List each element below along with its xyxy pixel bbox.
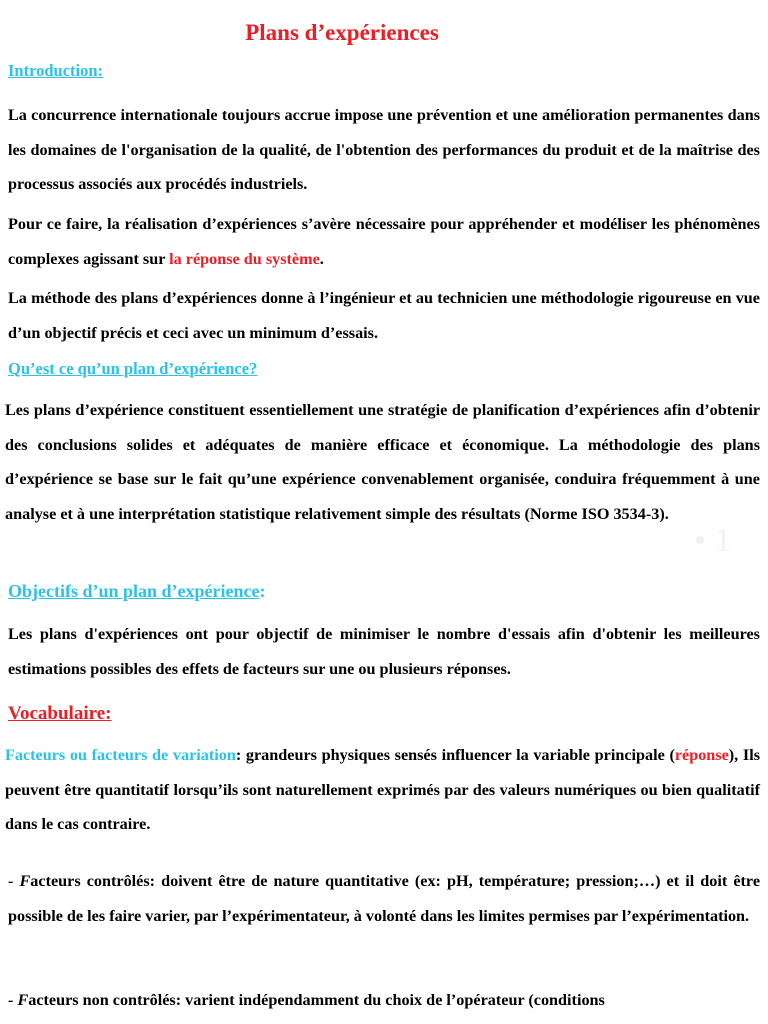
objectives-heading [8,581,266,602]
objectives-heading-colon: : [259,581,266,601]
intro-paragraph-2 [8,207,760,276]
uncontrolled-factors-dash: - [8,991,18,1009]
controlled-factors-text: acteurs contrôlés: doivent être de nature quantitative (ex: pH, température; pression;…) et il doit être possible de les faire varier, par l’expérimentateur, à volonté dans les limites permises par l’expérimentation. [8,872,761,925]
factors-definition [5,738,760,842]
intro-heading: Introduction: [8,61,104,80]
intro-paragraph-3: La méthode des plans d’expériences donne à l’ingénieur et au technicien une méthodologie rigoureuse en vue d’un objectif précis et ceci avec un minimum d’essais. [8,289,760,342]
uncontrolled-factors-text: acteurs non contrôlés: varient indépendamment du choix de l’opérateur (conditions [28,991,605,1009]
intro-paragraph-1: La concurrence internationale toujours accrue impose une prévention et une amélioration permanentes dans les domaines de l'organisation de la qualité, de l'obtention des performances du produit et de la maîtrise des processus associés aux procédés industriels. [8,106,760,193]
page-number-value: 1 [714,522,732,559]
vocabulary-heading: Vocabulaire: [8,703,112,724]
intro-paragraph-2-text: Pour ce faire, la réalisation d’expériences s’avère nécessaire pour appréhender et modéliser les phénomènes complexes agissant sur [8,215,760,268]
factors-definition-text: : grandeurs physiques sensés influencer la variable principale ( [235,746,675,764]
page-number: • 1 [694,522,732,559]
uncontrolled-factors-initial: F [17,991,29,1009]
system-response-highlight: la réponse du système [169,249,320,268]
document-title: Plans d’expériences [245,20,439,45]
controlled-factors [8,864,760,933]
objectives-paragraph: Les plans d'expériences ont pour objectif de minimiser le nombre d'essais afin d'obtenir les meilleures estimations possibles des effets de facteurs sur une ou plusieurs réponses. [8,625,760,678]
objectives-heading-text: Objectifs d’un plan d’expérience [8,581,260,601]
response-highlight: réponse [674,746,729,764]
what-heading: Qu’est ce qu’un plan d’expérience? [8,359,258,378]
uncontrolled-factors [8,983,760,1018]
factors-term: Facteurs ou facteurs de variation [5,746,236,764]
controlled-factors-dash: - [8,872,20,890]
factors-definition-rest: ), Ils peuvent être quantitatif lorsqu’ils sont naturellement exprimés par des valeurs numériques ou bien qualitatif dans le cas contraire. [5,746,760,833]
what-paragraph: Les plans d’expérience constituent essentiellement une stratégie de planification d’expériences afin d’obtenir des conclusions solides et adéquates de manière efficace et économique. La méthodologie des plans d’expérience se base sur le fait qu’une expérience convenablement organisée, conduira fréquemment à une analyse et à une interprétation statistique relativement simple des résultats (Norme ISO 3534-3). [5,401,760,523]
controlled-factors-initial: F [19,872,31,890]
intro-paragraph-2-end: . [319,249,324,268]
